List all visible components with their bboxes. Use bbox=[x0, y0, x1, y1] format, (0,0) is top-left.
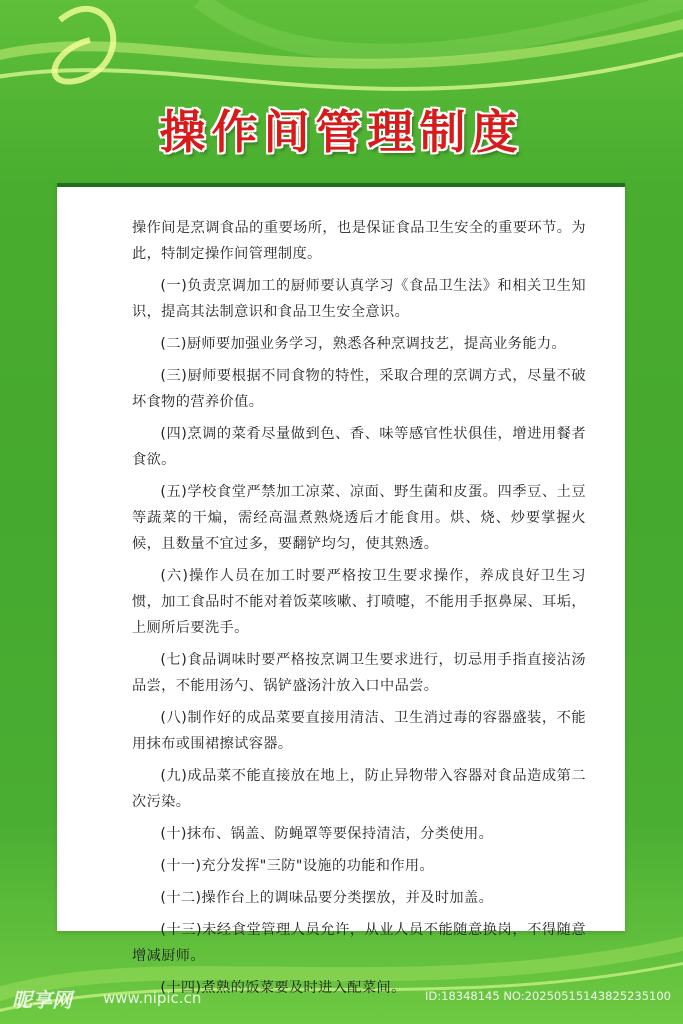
rule-paragraph-7: (七)食品调味时要严格按烹调卫生要求进行，切忌用手指直接沾汤品尝，不能用汤勺、锅铲盛汤汁放入口中品尝。 bbox=[132, 652, 586, 694]
rule-paragraph-6: (六)操作人员在加工时要严格按卫生要求操作，养成良好卫生习惯，加工食品时不能对着饭菜咳嗽、打喷嚏，不能用手抠鼻屎、耳垢，上厕所后要洗手。 bbox=[132, 568, 586, 636]
rule-paragraph-13: (十三)未经食堂管理人员允许，从业人员不能随意换岗，不得随意增减厨师。 bbox=[132, 922, 586, 964]
rule-paragraph-5: (五)学校食堂严禁加工凉菜、凉面、野生菌和皮蛋。四季豆、土豆等蔬菜的干煸，需经高温煮熟烧透后才能食用。烘、烧、炒要掌握火候，且数量不宜过多，要翻铲均匀，使其熟透。 bbox=[132, 484, 586, 552]
rule-paragraph-10: (十)抹布、锅盖、防蝇罩等要保持清洁，分类使用。 bbox=[160, 826, 494, 842]
rule-paragraph-4: (四)烹调的菜肴尽量做到色、香、味等感官性状俱佳，增进用餐者食欲。 bbox=[132, 426, 586, 468]
rule-paragraph-2: (二)厨师要加强业务学习，熟悉各种烹调技艺，提高业务能力。 bbox=[160, 336, 567, 352]
rule-paragraph-1: (一)负责烹调加工的厨师要认真学习《食品卫生法》和相关卫生知识，提高其法制意识和食品卫生安全意识。 bbox=[132, 278, 586, 320]
poster-title: 操作间管理制度 bbox=[159, 105, 524, 159]
intro-paragraph: 操作间是烹调食品的重要场所，也是保证食品卫生安全的重要环节。为此，特制定操作间管理制度。 bbox=[132, 220, 586, 262]
watermark-brand: 昵享网 bbox=[12, 988, 72, 1012]
watermark-image-id: ID:18348145 NO:20250515143825235100 bbox=[425, 989, 671, 1003]
rule-paragraph-9: (九)成品菜不能直接放在地上，防止异物带入容器对食品造成第二次污染。 bbox=[132, 768, 586, 810]
watermark-footer bbox=[0, 980, 683, 1020]
rule-paragraph-12: (十二)操作台上的调味品要分类摆放，并及时加盖。 bbox=[160, 890, 494, 906]
rule-paragraph-11: (十一)充分发挥"三防"设施的功能和作用。 bbox=[160, 858, 435, 874]
rule-paragraph-8: (八)制作好的成品菜要直接用清洁、卫生消过毒的容器盛装，不能用抹布或围裙擦试容器。 bbox=[132, 710, 586, 752]
rule-paragraph-14: (十四)煮熟的饭菜要及时进入配菜间。 bbox=[160, 980, 406, 996]
rule-paragraph-3: (三)厨师要根据不同食物的特性，采取合理的烹调方式，尽量不破坏食物的营养价值。 bbox=[132, 368, 586, 410]
watermark-site: www.nipic.cn bbox=[103, 989, 202, 1007]
regulation-text bbox=[132, 215, 586, 1007]
